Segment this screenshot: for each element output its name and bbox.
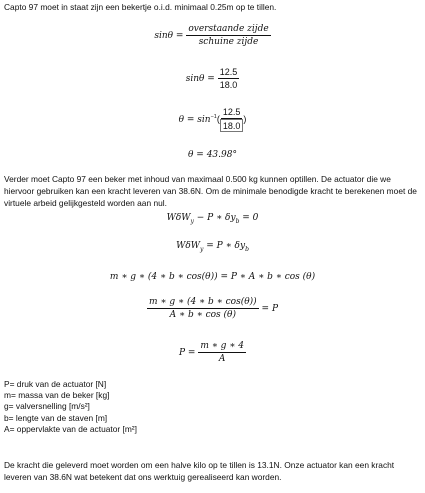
eq2-denominator: 18.0 [219,80,238,90]
eq2-fraction [218,67,240,90]
equation-virtual-work [0,213,425,223]
eq2-lhs: sinθ = [185,74,215,84]
definition-item: b= lengte van de staven [m] [4,412,108,423]
eq5-end: = 0 [239,213,259,223]
paragraph-requirements: Verder moet Capto 97 een beker met inhoud van maximaal 0.500 kg kunnen optillen. De actuator die we hiervoor gebruiken kan een kracht leveren van 38.6N. Om de minimale benodigde kracht te berekenen moet de virtuele arbeid gelijkgesteld worden aan nul. [4,174,417,208]
eq1-numerator: overstaande zijde [188,24,269,34]
eq3-open-paren: ( [216,114,220,124]
definitions-list [4,379,137,435]
equation-virtual-work-rearranged [0,241,425,251]
eq3-exponent: −1 [210,114,217,120]
definition-item: P= druk van de actuator [N] [4,379,107,389]
eq3-fraction [220,107,247,132]
eq5-text: WδW [166,213,191,223]
eq3-close-paren: ) [243,114,247,124]
equation-arcsine [0,107,425,132]
equation-sine-values [0,67,425,90]
definition-item: m= massa van de beker [kg] [4,390,110,401]
eq8-fraction [147,297,259,320]
eq6-sub1: y [200,245,204,253]
eq5-sub2: b [235,217,240,225]
eq9-denominator: A [218,354,226,364]
equation-force-balance: m ∗ g ∗ (4 ∗ b ∗ cos(θ)) = P ∗ A ∗ b ∗ cos (θ) [109,272,316,282]
eq1-denominator: schuine zijde [198,37,259,47]
eq9-numerator: m ∗ g ∗ 4 [200,341,245,351]
eq1-lhs: sinθ = [154,31,184,41]
eq6-mid: = P ∗ δy [203,241,246,251]
intro-line: Capto 97 moet in staat zijn een bekertje o.i.d. minimaal 0.25m op te tillen. [4,2,277,12]
eq9-lhs: P = [178,348,196,358]
eq3-numerator: 12.5 [222,107,241,117]
eq6-text: WδW [176,241,200,251]
equation-angle-result: θ = 43.98° [188,150,237,160]
equation-pressure-simplified [0,341,425,364]
definition-item: g= valversnelling [m/s²] [4,401,90,412]
eq5-sub1: y [190,217,194,225]
equation-sine-definition [0,24,425,47]
eq3-lhs: θ = sin [178,115,211,125]
eq2-numerator: 12.5 [219,67,238,77]
eq5-mid: − P ∗ δy [193,213,236,223]
eq9-fraction [198,341,246,364]
definition-item: A= oppervlakte van de actuator [m²] [4,423,137,434]
eq3-denominator: 18.0 [220,119,244,132]
eq8-denominator: A ∗ b ∗ cos (θ) [169,310,236,320]
eq1-fraction [186,24,270,47]
eq8-numerator: m ∗ g ∗ (4 ∗ b ∗ cos(θ)) [148,297,257,307]
paragraph-conclusion: De kracht die geleverd moet worden om een halve kilo op te tillen is 13.1N. Onze actuator kan een kracht leveren van 38.6N wat betekent dat ons werktuig gerealiseerd kan worden. [4,460,395,482]
eq6-sub2: b [245,245,249,253]
equation-pressure-fraction [0,297,425,320]
eq8-rhs: = P [261,304,279,314]
